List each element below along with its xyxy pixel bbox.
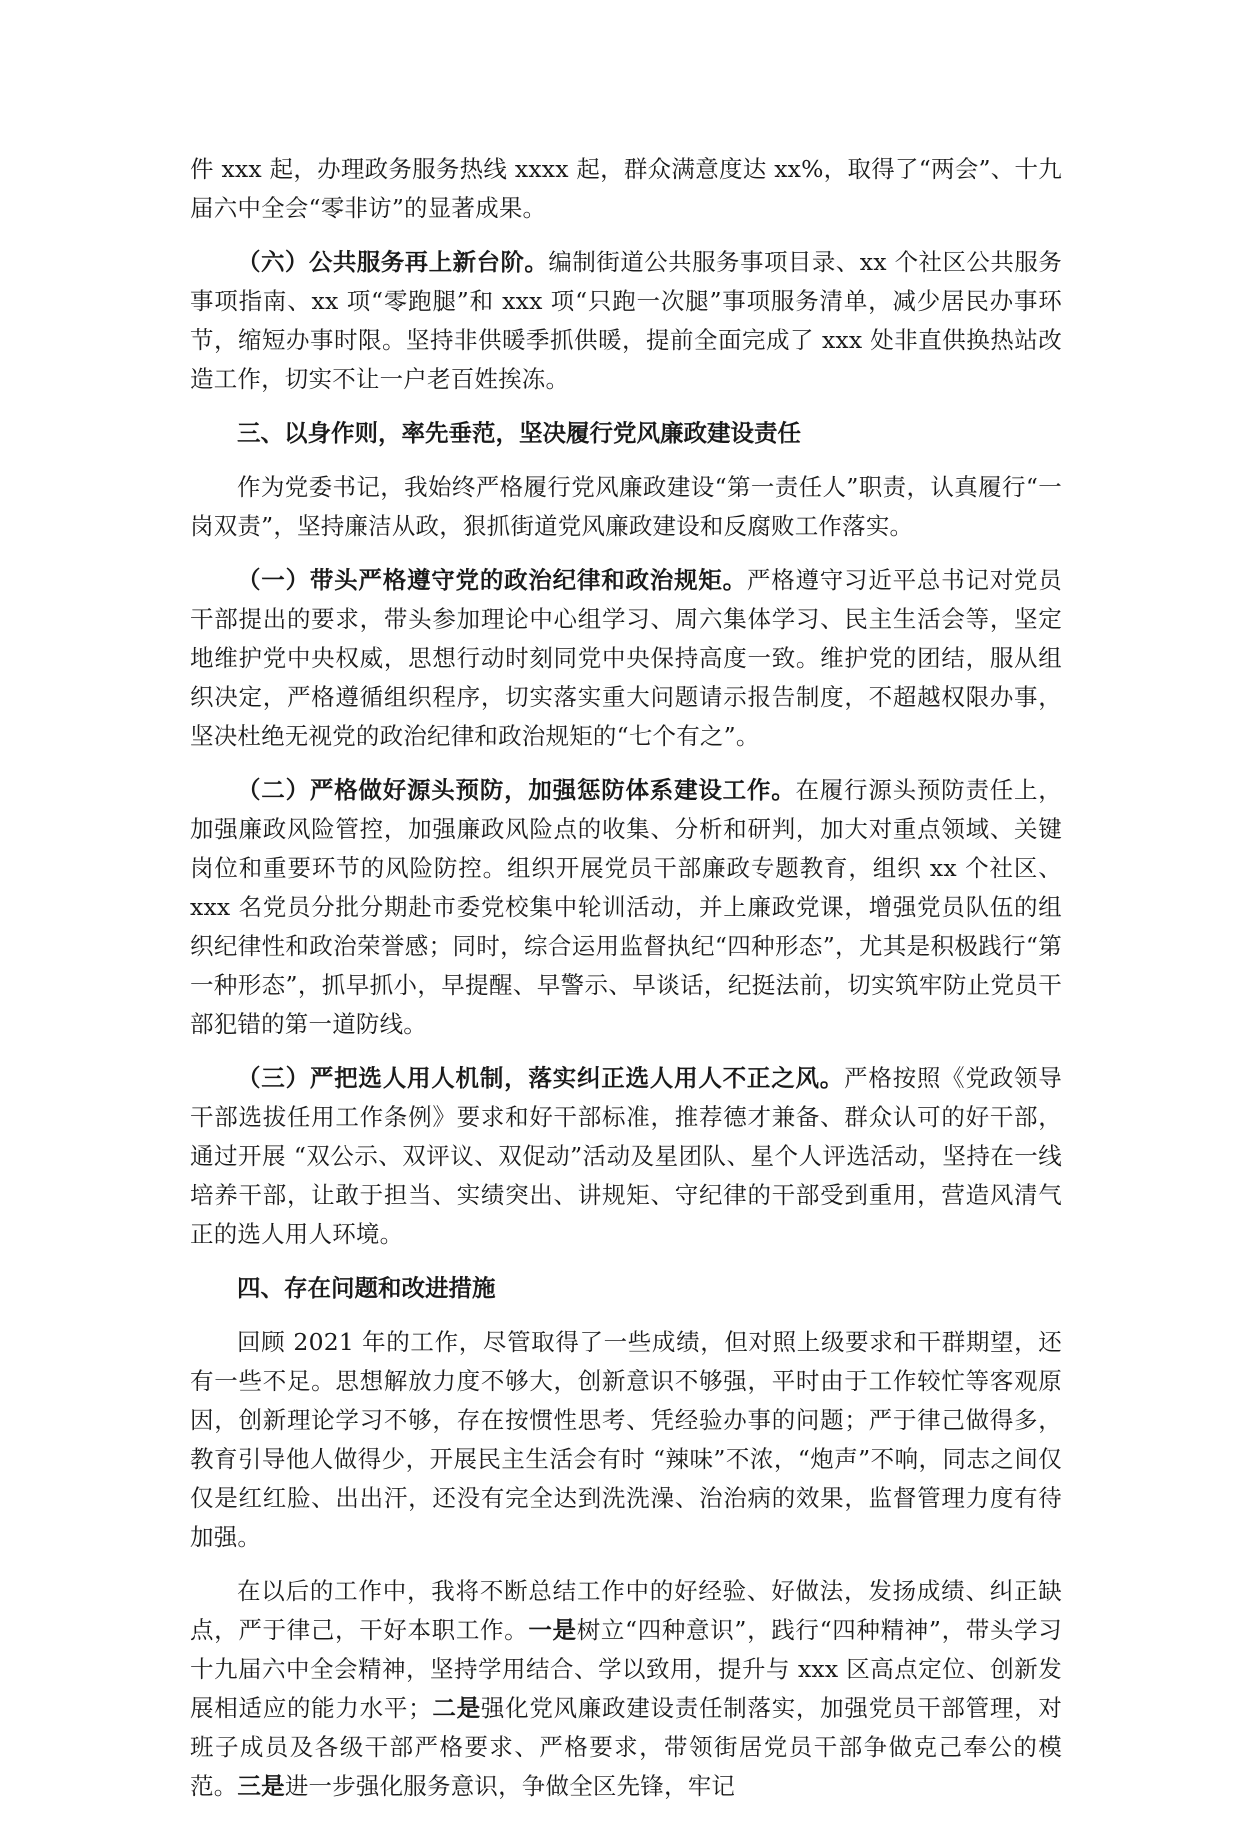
paragraph-lead: （六）公共服务再上新台阶。 <box>237 248 549 276</box>
section-heading: 四、存在问题和改进措施 <box>237 1274 496 1302</box>
section-heading: 三、以身作则，率先垂范，坚决履行党风廉政建设责任 <box>237 419 801 447</box>
paragraph-lead: （三）严把选人用人机制，落实纠正选人用人不正之风。 <box>237 1064 845 1092</box>
paragraph <box>190 771 1062 1044</box>
paragraph <box>190 468 1062 546</box>
paragraph-text: 回顾 2021 年的工作，尽管取得了一些成绩，但对照上级要求和干群期望，还有一些不足。思想解放力度不够大，创新意识不够强，平时由于工作较忙等客观原因，创新理论学习不够，存在按惯性思考、凭经验办事的问题；严于律己做得多，教育引导他人做得少，开展民主生活会有时 “辣味”不浓，“炮声”不响，同志之间仅仅是红红脸、出出汗，还没有完全达到洗洗澡、治治病的效果，监督管理力度有待加强。 <box>190 1328 1062 1551</box>
paragraph-lead: 三是 <box>237 1772 285 1800</box>
paragraph-text: 件 xxx 起，办理政务服务热线 xxxx 起，群众满意度达 xx%，取得了“两会”、十九届六中全会“零非访”的显著成果。 <box>190 155 1062 222</box>
paragraph-text: 树立“四种意识”，践行“四种精神”，带头学习十九届六中全会精神，坚持学用结合、学以致用，提升与 xxx 区高点定位、创新发展相适应的能力水平； <box>190 1616 1062 1722</box>
paragraph-text: 编制街道公共服务事项目录、xx 个社区公共服务事项指南、xx 项“零跑腿”和 xxx 项“只跑一次腿”事项服务清单，减少居民办事环节，缩短办事时限。坚持非供暖季抓供暖，提前全面完成了 xxx 处非直供换热站改造工作，切实不让一户老百姓挨冻。 <box>190 248 1062 393</box>
document-page <box>190 150 1062 1821</box>
paragraph-lead: 二是 <box>431 1694 481 1722</box>
paragraph <box>190 243 1062 399</box>
paragraph-text: 严格按照《党政领导干部选拔任用工作条例》要求和好干部标准，推荐德才兼备、群众认可的好干部，通过开展 “双公示、双评议、双促动”活动及星团队、星个人评选活动，坚持在一线培养干部，让敢于担当、实绩突出、讲规矩、守纪律的干部受到重用，营造风清气正的选人用人环境。 <box>190 1064 1062 1248</box>
paragraph-text: 强化党风廉政建设责任制落实，加强党员干部管理，对班子成员及各级干部严格要求、严格要求，带领街居党员干部争做克己奉公的模范。 <box>190 1694 1063 1800</box>
paragraph-lead: 一是 <box>528 1616 577 1644</box>
paragraph-text: 进一步强化服务意识，争做全区先锋，牢记 <box>284 1772 736 1800</box>
paragraph-text: 在履行源头预防责任上，加强廉政风险管控，加强廉政风险点的收集、分析和研判，加大对重点领域、关键岗位和重要环节的风险防控。组织开展党员干部廉政专题教育，组织 xx 个社区、xxx 名党员分批分期赴市委党校集中轮训活动，并上廉政党课，增强党员队伍的组织纪律性和政治荣誉感；同时，综合运用监督执纪“四种形态”，尤其是积极践行“第一种形态”，抓早抓小，早提醒、早警示、早谈话，纪挺法前，切实筑牢防止党员干部犯错的第一道防线。 <box>190 776 1062 1038</box>
paragraph <box>190 561 1062 756</box>
paragraph <box>190 1059 1062 1254</box>
paragraph-text: 在以后的工作中，我将不断总结工作中的好经验、好做法，发扬成绩、纠正缺点，严于律己，干好本职工作。 <box>190 1577 1062 1644</box>
paragraph-text: 作为党委书记，我始终严格履行党风廉政建设“第一责任人”职责，认真履行“一岗双责”，坚持廉洁从政，狠抓街道党风廉政建设和反腐败工作落实。 <box>190 473 1062 540</box>
paragraph-lead: （二）严格做好源头预防，加强惩防体系建设工作。 <box>237 776 796 804</box>
paragraph <box>190 1572 1062 1806</box>
paragraph-text: 严格遵守习近平总书记对党员干部提出的要求，带头参加理论中心组学习、周六集体学习、民主生活会等，坚定地维护党中央权威，思想行动时刻同党中央保持高度一致。维护党的团结，服从组织决定，严格遵循组织程序，切实落实重大问题请示报告制度，不超越权限办事，坚决杜绝无视党的政治纪律和政治规矩的“七个有之”。 <box>190 566 1062 750</box>
paragraph-lead: （一）带头严格遵守党的政治纪律和政治规矩。 <box>237 566 747 594</box>
paragraph <box>190 150 1062 228</box>
paragraph <box>190 1323 1062 1557</box>
